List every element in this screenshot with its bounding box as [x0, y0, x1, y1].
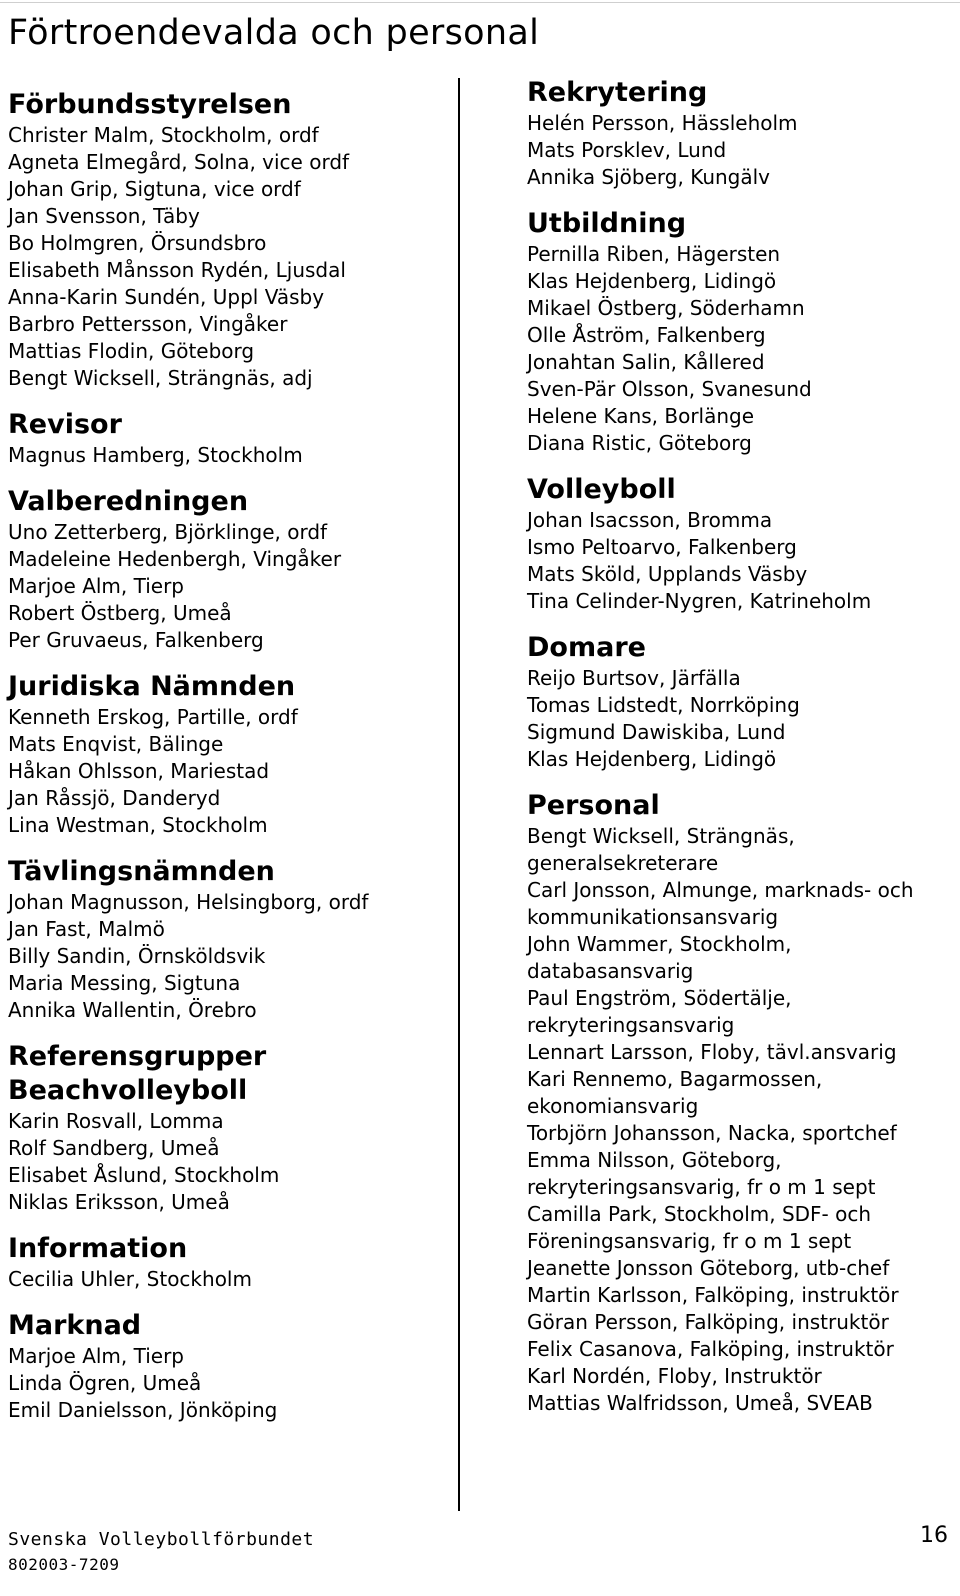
member-entry: Pernilla Riben, Hägersten	[527, 242, 781, 266]
member-entry: Reijo Burtsov, Järfälla	[527, 666, 741, 690]
member-entry: Sigmund Dawiskiba, Lund	[527, 720, 786, 744]
member-entry: Linda Ögren, Umeå	[8, 1371, 202, 1395]
member-entry: Mattias Walfridsson, Umeå, SVEAB	[527, 1391, 873, 1415]
section-juridiska-namnden	[8, 670, 458, 839]
member-entry: Jan Svensson, Täby	[8, 204, 200, 228]
page-title: Förtroendevalda och personal	[8, 13, 540, 53]
member-entry: Annika Sjöberg, Kungälv	[527, 165, 771, 189]
section-heading: Revisor	[8, 409, 122, 440]
member-entry: Mats Sköld, Upplands Väsby	[527, 562, 808, 586]
member-entry: Elisabeth Månsson Rydén, Ljusdal	[8, 258, 346, 282]
member-entry: Ismo Peltoarvo, Falkenberg	[527, 535, 797, 559]
member-entry: Magnus Hamberg, Stockholm	[8, 443, 303, 467]
section-volleyboll	[527, 473, 957, 615]
section-heading: Rekrytering	[527, 77, 708, 108]
member-entry: Jeanette Jonsson Göteborg, utb-chef	[527, 1256, 890, 1280]
member-entry: Bengt Wicksell, Strängnäs,	[527, 824, 795, 848]
member-entry: Elisabet Åslund, Stockholm	[8, 1163, 280, 1187]
section-referensgrupper	[8, 1040, 458, 1216]
member-entry: Lennart Larsson, Floby, tävl.ansvarig	[527, 1040, 897, 1064]
member-entry: Maria Messing, Sigtuna	[8, 971, 241, 995]
member-entry: rekryteringsansvarig, fr o m 1 sept	[527, 1175, 876, 1199]
section-valberedningen	[8, 485, 458, 654]
member-entry: Emil Danielsson, Jönköping	[8, 1398, 278, 1422]
member-entry: Madeleine Hedenbergh, Vingåker	[8, 547, 342, 571]
member-entry: Cecilia Uhler, Stockholm	[8, 1267, 252, 1291]
member-entry: Mats Enqvist, Bälinge	[8, 732, 224, 756]
section-heading: Volleyboll	[527, 474, 676, 505]
footer-org-number: 802003-7209	[8, 1555, 120, 1574]
member-entry: Håkan Ohlsson, Mariestad	[8, 759, 270, 783]
section-heading: Information	[8, 1233, 188, 1264]
member-entry: Annika Wallentin, Örebro	[8, 998, 257, 1022]
section-domare	[527, 631, 957, 773]
member-entry: Tomas Lidstedt, Norrköping	[527, 693, 800, 717]
section-heading: Domare	[527, 632, 646, 663]
section-heading: Förbundsstyrelsen	[8, 89, 292, 120]
member-entry: Torbjörn Johansson, Nacka, sportchef	[527, 1121, 897, 1145]
member-entry: Kari Rennemo, Bagarmossen,	[527, 1067, 823, 1091]
member-entry: Jan Råssjö, Danderyd	[8, 786, 221, 810]
member-entry: Kenneth Erskog, Partille, ordf	[8, 705, 298, 729]
member-entry: generalsekreterare	[527, 851, 719, 875]
left-column	[8, 88, 458, 1440]
column-divider	[458, 78, 460, 1511]
member-entry: Per Gruvaeus, Falkenberg	[8, 628, 264, 652]
member-entry: databasansvarig	[527, 959, 694, 983]
right-column	[527, 76, 957, 1433]
member-entry: Rolf Sandberg, Umeå	[8, 1136, 220, 1160]
section-marknad	[8, 1309, 458, 1424]
member-entry: Christer Malm, Stockholm, ordf	[8, 123, 319, 147]
member-entry: Johan Magnusson, Helsingborg, ordf	[8, 890, 369, 914]
member-entry: rekryteringsansvarig	[527, 1013, 735, 1037]
page-number: 16	[920, 1523, 948, 1548]
member-entry: John Wammer, Stockholm,	[527, 932, 792, 956]
member-entry: Helene Kans, Borlänge	[527, 404, 755, 428]
section-forbundsstyrelsen	[8, 88, 458, 392]
member-entry: Carl Jonsson, Almunge, marknads- och	[527, 878, 914, 902]
member-entry: Marjoe Alm, Tierp	[8, 574, 185, 598]
section-tavlingsnamnden	[8, 855, 458, 1024]
section-heading: Valberedningen	[8, 486, 249, 517]
member-entry: Klas Hejdenberg, Lidingö	[527, 269, 777, 293]
top-rule	[0, 2, 960, 3]
member-entry: Olle Åström, Falkenberg	[527, 323, 766, 347]
member-entry: Lina Westman, Stockholm	[8, 813, 268, 837]
section-information	[8, 1232, 458, 1293]
member-entry: Billy Sandin, Örnsköldsvik	[8, 944, 266, 968]
section-rekrytering	[527, 76, 957, 191]
section-heading: Juridiska Nämnden	[8, 671, 296, 702]
member-entry: Klas Hejdenberg, Lidingö	[527, 747, 777, 771]
section-personal	[527, 789, 957, 1417]
member-entry: Mattias Flodin, Göteborg	[8, 339, 255, 363]
member-entry: Helén Persson, Hässleholm	[527, 111, 798, 135]
member-entry: Agneta Elmegård, Solna, vice ordf	[8, 150, 350, 174]
member-entry: Marjoe Alm, Tierp	[8, 1344, 185, 1368]
member-entry: Sven-Pär Olsson, Svanesund	[527, 377, 812, 401]
section-subheading: Beachvolleyboll	[8, 1075, 248, 1106]
member-entry: Martin Karlsson, Falköping, instruktör	[527, 1283, 899, 1307]
section-heading: Personal	[527, 790, 660, 821]
section-heading: Marknad	[8, 1310, 142, 1341]
section-heading: Referensgrupper	[8, 1041, 267, 1072]
member-entry: Anna-Karin Sundén, Uppl Väsby	[8, 285, 325, 309]
member-entry: Diana Ristic, Göteborg	[527, 431, 752, 455]
section-revisor	[8, 408, 458, 469]
member-entry: Emma Nilsson, Göteborg,	[527, 1148, 782, 1172]
member-entry: Mikael Östberg, Söderhamn	[527, 296, 805, 320]
member-entry: Bengt Wicksell, Strängnäs, adj	[8, 366, 313, 390]
member-entry: Robert Östberg, Umeå	[8, 601, 232, 625]
member-entry: Johan Grip, Sigtuna, vice ordf	[8, 177, 301, 201]
member-entry: Johan Isacsson, Bromma	[527, 508, 773, 532]
member-entry: Tina Celinder-Nygren, Katrineholm	[527, 589, 872, 613]
section-heading: Utbildning	[527, 208, 687, 239]
section-heading: Tävlingsnämnden	[8, 856, 275, 887]
member-entry: ekonomiansvarig	[527, 1094, 699, 1118]
member-entry: kommunikationsansvarig	[527, 905, 779, 929]
member-entry: Jonahtan Salin, Kållered	[527, 350, 765, 374]
member-entry: Göran Persson, Falköping, instruktör	[527, 1310, 889, 1334]
member-entry: Felix Casanova, Falköping, instruktör	[527, 1337, 894, 1361]
section-utbildning	[527, 207, 957, 457]
member-entry: Barbro Pettersson, Vingåker	[8, 312, 288, 336]
member-entry: Föreningsansvarig, fr o m 1 sept	[527, 1229, 852, 1253]
member-entry: Karl Nordén, Floby, Instruktör	[527, 1364, 822, 1388]
footer-organization: Svenska Volleybollförbundet	[8, 1529, 315, 1550]
member-entry: Bo Holmgren, Örsundsbro	[8, 231, 267, 255]
member-entry: Mats Porsklev, Lund	[527, 138, 727, 162]
member-entry: Karin Rosvall, Lomma	[8, 1109, 224, 1133]
member-entry: Jan Fast, Malmö	[8, 917, 165, 941]
member-entry: Uno Zetterberg, Björklinge, ordf	[8, 520, 328, 544]
member-entry: Paul Engström, Södertälje,	[527, 986, 792, 1010]
member-entry: Camilla Park, Stockholm, SDF- och	[527, 1202, 872, 1226]
page-footer	[8, 1523, 948, 1574]
member-entry: Niklas Eriksson, Umeå	[8, 1190, 230, 1214]
